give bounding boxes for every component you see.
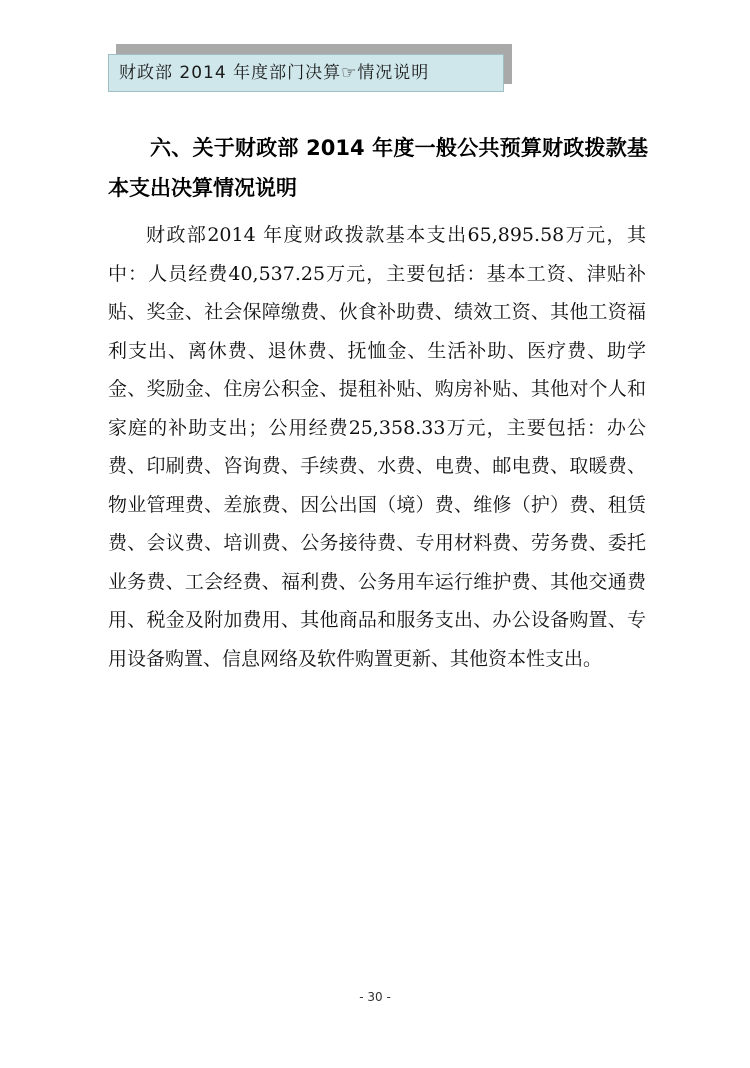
section-title: 六、关于财政部 2014 年度一般公共预算财政拨款基本支出决算情况说明: [108, 136, 648, 200]
running-header: [108, 44, 512, 92]
header-banner: [108, 54, 504, 92]
header-title: 财政部 2014 年度部门决算☞情况说明: [119, 63, 430, 83]
page-number: - 30 -: [359, 990, 391, 1004]
section-body: 财政部2014 年度财政拨款基本支出65,895.58万元，其中：人员经费40,537.25万元，主要包括：基本工资、津贴补贴、奖金、社会保障缴费、伙食补助费、绩效工资、其他工资福利支出、离休费、退休费、抚恤金、生活补助、医疗费、助学金、奖励金、住房公积金、提租补贴、购房补贴、其他对个人和家庭的补助支出；公用经费25,358.33万元，主要包括：办公费、印刷费、咨询费、手续费、水费、电费、邮电费、取暖费、物业管理费、差旅费、因公出国（境）费、维修（护）费、租赁费、会议费、培训费、公务接待费、专用材料费、劳务费、委托业务费、工会经费、福利费、公务用车运行维护费、其他交通费用、税金及附加费用、其他商品和服务支出、办公设备购置、专用设备购置、信息网络及软件购置更新、其他资本性支出。: [108, 224, 646, 670]
